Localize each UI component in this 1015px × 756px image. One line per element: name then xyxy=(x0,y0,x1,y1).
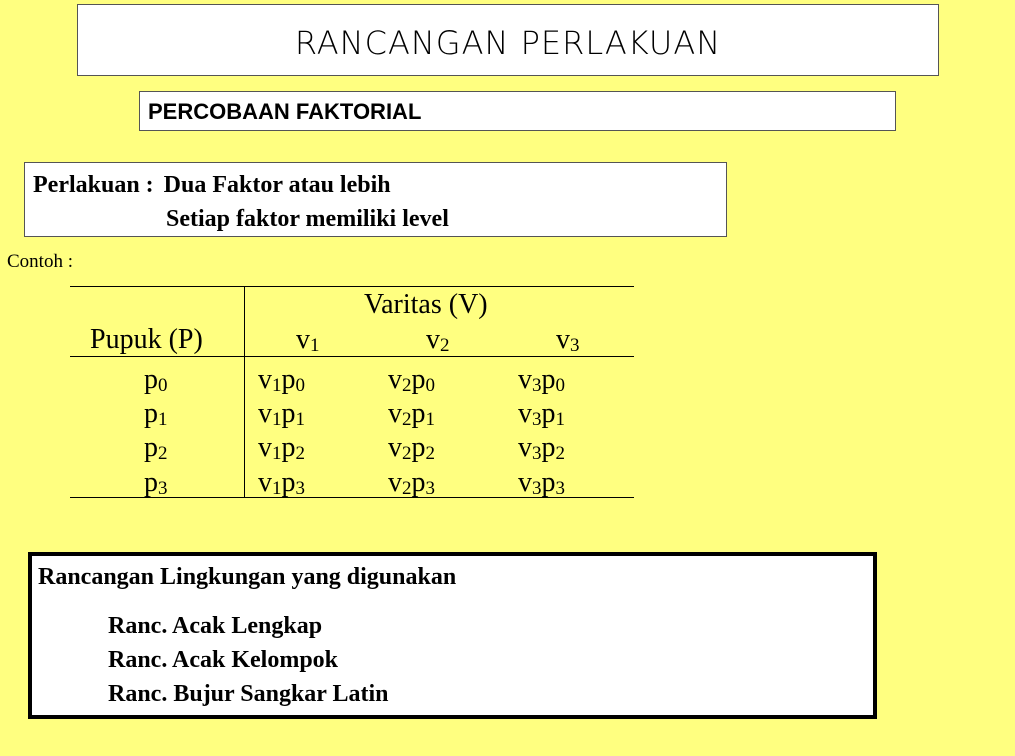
column-group-header: Varitas (V) xyxy=(364,289,488,320)
treatment-line-2: Setiap faktor memiliki level xyxy=(166,206,449,232)
row-header: Pupuk (P) xyxy=(90,324,203,355)
table-top-rule xyxy=(70,286,634,287)
example-label: Contoh : xyxy=(7,251,73,272)
table-cell: $v_1p_3$ xyxy=(258,467,305,499)
page-title: RANCANGAN PERLAKUAN xyxy=(294,24,722,62)
table-cell: $v_2p_2$ xyxy=(388,432,435,464)
table-header-rule xyxy=(70,356,634,357)
table-cell: $v_1p_2$ xyxy=(258,432,305,464)
subtitle-box xyxy=(139,91,896,131)
title-box xyxy=(77,4,939,76)
table-cell: $v_1p_1$ xyxy=(258,398,305,430)
row-label: $p_2$ xyxy=(144,432,168,464)
design-item: Ranc. Acak Kelompok xyxy=(108,647,339,673)
treatment-line-1 xyxy=(33,168,391,202)
design-item: Ranc. Bujur Sangkar Latin xyxy=(108,681,389,707)
table-cell: $v_3p_3$ xyxy=(518,467,565,499)
table-cell: $v_2p_0$ xyxy=(388,364,435,396)
column-header: $v_1$ xyxy=(296,324,320,356)
treatment-box xyxy=(24,162,727,237)
row-label: $p_3$ xyxy=(144,467,168,499)
factor-table xyxy=(70,286,634,498)
environment-design-box xyxy=(28,552,877,719)
design-item: Ranc. Acak Lengkap xyxy=(108,613,323,639)
column-header: $v_3$ xyxy=(556,324,580,356)
table-divider xyxy=(244,286,245,498)
row-label: $p_0$ xyxy=(144,364,168,396)
column-header: $v_2$ xyxy=(426,324,450,356)
table-cell: $v_3p_1$ xyxy=(518,398,565,430)
table-cell: $v_2p_1$ xyxy=(388,398,435,430)
page-subtitle: PERCOBAAN FAKTORIAL xyxy=(148,99,422,124)
table-cell: $v_2p_3$ xyxy=(388,467,435,499)
treatment-value-1: Dua Faktor atau lebih xyxy=(163,172,391,198)
environment-design-heading: Rancangan Lingkungan yang digunakan xyxy=(38,564,457,590)
row-label: $p_1$ xyxy=(144,398,168,430)
table-cell: $v_3p_2$ xyxy=(518,432,565,464)
treatment-label: Perlakuan : xyxy=(33,172,154,198)
table-cell: $v_3p_0$ xyxy=(518,364,565,396)
table-cell: $v_1p_0$ xyxy=(258,364,305,396)
